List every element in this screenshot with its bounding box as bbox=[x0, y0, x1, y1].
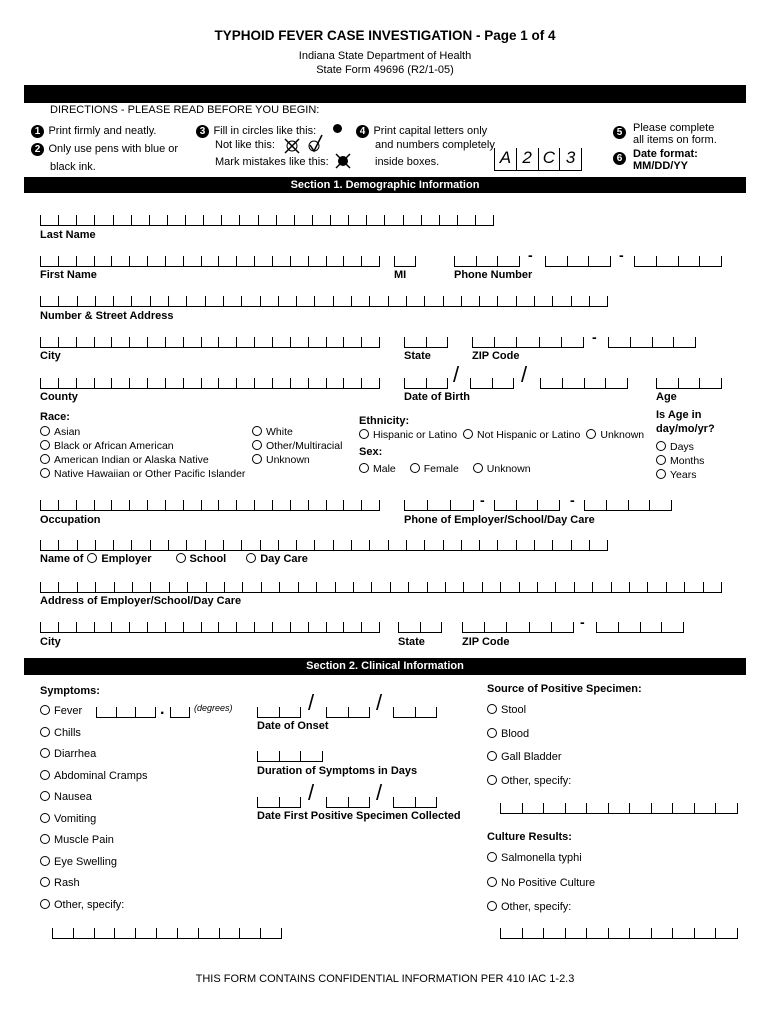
first-positive-month-input[interactable] bbox=[257, 797, 301, 808]
race-option-american-indian[interactable]: American Indian or Alaska Native bbox=[40, 453, 245, 467]
confidential-footer: THIS FORM CONTAINS CONFIDENTIAL INFORMATION PER 410 IAC 1-2.3 bbox=[195, 973, 575, 985]
ethnicity-option-hispanic[interactable]: Hispanic or Latino bbox=[359, 429, 457, 441]
direction-6 bbox=[613, 148, 626, 166]
source-gall-bladder[interactable]: Gall Bladder bbox=[487, 746, 571, 770]
duration-input[interactable] bbox=[257, 751, 323, 762]
first-name-label: First Name bbox=[40, 269, 97, 281]
employer-zip-dash: - bbox=[580, 614, 585, 630]
form-title: TYPHOID FEVER CASE INVESTIGATION - Page 1 of 4 bbox=[214, 28, 556, 43]
employer-phone-label: Phone of Employer/School/Day Care bbox=[404, 514, 595, 526]
employer-state-input[interactable] bbox=[398, 622, 442, 633]
radio-circle-icon bbox=[40, 748, 50, 758]
phone-prefix-input[interactable] bbox=[545, 256, 611, 267]
culture-other-input[interactable] bbox=[500, 928, 738, 939]
duration-label: Duration of Symptoms in Days bbox=[257, 765, 418, 777]
radio-circle-icon bbox=[586, 429, 596, 439]
direction-4-line3: inside boxes. bbox=[375, 156, 440, 168]
radio-circle-icon bbox=[359, 463, 369, 473]
radio-circle-icon bbox=[40, 426, 50, 436]
symptom-list bbox=[40, 701, 148, 916]
dob-slash: / bbox=[453, 362, 460, 387]
date-first-positive-label: Date First Positive Specimen Collected bbox=[257, 810, 461, 822]
race-label: Race: bbox=[40, 411, 70, 423]
age-unit-years[interactable]: Years bbox=[656, 468, 704, 482]
zip-dash: - bbox=[592, 329, 597, 345]
zip-ext-input[interactable] bbox=[608, 337, 696, 348]
phone-line-input[interactable] bbox=[634, 256, 722, 267]
radio-circle-icon bbox=[252, 440, 262, 450]
onset-slash: / bbox=[308, 690, 315, 715]
employer-zip-input[interactable] bbox=[462, 622, 574, 633]
middle-initial-input[interactable] bbox=[394, 256, 416, 267]
phone-dash: - bbox=[528, 247, 533, 263]
symptom-vomiting[interactable]: Vomiting bbox=[40, 809, 148, 831]
employer-address-label: Address of Employer/School/Day Care bbox=[40, 595, 242, 607]
source-options bbox=[487, 699, 571, 793]
radio-circle-icon bbox=[40, 899, 50, 909]
source-other[interactable]: Other, specify: bbox=[487, 770, 571, 794]
radio-circle-icon bbox=[656, 441, 666, 451]
street-address-input[interactable] bbox=[40, 296, 608, 307]
radio-circle-icon bbox=[252, 426, 262, 436]
radio-circle-icon bbox=[176, 553, 186, 563]
state-input[interactable] bbox=[404, 337, 448, 348]
sex-options bbox=[359, 463, 531, 475]
dob-day-input[interactable] bbox=[470, 378, 514, 389]
symptom-eye-swelling[interactable]: Eye Swelling bbox=[40, 852, 148, 874]
name-of-employer-option[interactable]: Employer bbox=[87, 553, 151, 565]
employer-zip-ext-input[interactable] bbox=[596, 622, 684, 633]
radio-circle-icon bbox=[40, 791, 50, 801]
employer-name-input[interactable] bbox=[40, 540, 608, 551]
fever-decimal-input[interactable] bbox=[170, 707, 190, 718]
number-3-icon: 3 bbox=[196, 125, 209, 138]
phone-area-input[interactable] bbox=[454, 256, 520, 267]
radio-circle-icon bbox=[487, 852, 497, 862]
ethnicity-options bbox=[359, 429, 644, 441]
county-input[interactable] bbox=[40, 378, 380, 389]
onset-slash-2: / bbox=[376, 690, 383, 715]
employer-phone-dash-2: - bbox=[570, 492, 575, 508]
employer-state-label: State bbox=[398, 636, 425, 648]
direction-6-text: Date format: MM/DD/YY bbox=[633, 148, 698, 172]
phone-dash-2: - bbox=[619, 247, 624, 263]
radio-circle-icon bbox=[463, 429, 473, 439]
sex-option-unknown[interactable]: Unknown bbox=[473, 463, 531, 475]
employer-address-input[interactable] bbox=[40, 582, 722, 593]
employer-city-label: City bbox=[40, 636, 61, 648]
direction-1: 1 Print firmly and neatly. bbox=[31, 121, 156, 139]
symptom-other[interactable]: Other, specify: bbox=[40, 895, 148, 917]
symptom-rash[interactable]: Rash bbox=[40, 873, 148, 895]
race-option-other[interactable]: Other/Multiracial bbox=[252, 439, 342, 453]
radio-circle-icon bbox=[656, 455, 666, 465]
symptom-diarrhea[interactable]: Diarrhea bbox=[40, 744, 148, 766]
occupation-input[interactable] bbox=[40, 500, 380, 511]
employer-phone-line-input[interactable] bbox=[584, 500, 672, 511]
radio-circle-icon bbox=[40, 440, 50, 450]
dob-slash-2: / bbox=[521, 362, 528, 387]
direction-5 bbox=[613, 122, 626, 140]
name-of-daycare-option[interactable]: Day Care bbox=[246, 553, 308, 565]
agency-name: Indiana State Department of Health bbox=[298, 50, 472, 62]
name-of-label: Name of bbox=[40, 553, 84, 565]
sex-option-male[interactable]: Male bbox=[359, 463, 396, 475]
first-positive-year-input[interactable] bbox=[393, 797, 437, 808]
onset-month-input[interactable] bbox=[257, 707, 301, 718]
age-input[interactable] bbox=[656, 378, 722, 389]
radio-circle-icon bbox=[40, 770, 50, 780]
radio-circle-icon bbox=[40, 834, 50, 844]
first-positive-day-input[interactable] bbox=[326, 797, 370, 808]
not-like-this-label: Not like this: bbox=[215, 139, 275, 151]
number-4-icon: 4 bbox=[356, 125, 369, 138]
age-unit-days[interactable]: Days bbox=[656, 440, 704, 454]
radio-circle-icon bbox=[410, 463, 420, 473]
county-label: County bbox=[40, 391, 78, 403]
street-address-label: Number & Street Address bbox=[40, 310, 174, 322]
race-option-native-hawaiian[interactable]: Native Hawaiian or Other Pacific Islander bbox=[40, 467, 245, 481]
age-unit-months[interactable]: Months bbox=[656, 454, 704, 468]
race-options-2 bbox=[252, 425, 342, 467]
last-name-label: Last Name bbox=[40, 229, 96, 241]
symptoms-label: Symptoms: bbox=[40, 685, 100, 697]
form-number: State Form 49696 (R2/1-05) bbox=[316, 64, 454, 76]
last-name-input[interactable] bbox=[40, 215, 494, 226]
state-label: State bbox=[404, 350, 431, 362]
number-6-icon: 6 bbox=[613, 152, 626, 165]
radio-circle-icon bbox=[487, 751, 497, 761]
ethnicity-option-not-hispanic[interactable]: Not Hispanic or Latino bbox=[463, 429, 580, 441]
symptom-fever[interactable]: Fever bbox=[40, 701, 148, 723]
age-label: Age bbox=[656, 391, 677, 403]
directions-heading: DIRECTIONS - PLEASE READ BEFORE YOU BEGIN: bbox=[50, 104, 320, 116]
fever-degrees-input[interactable] bbox=[96, 707, 156, 718]
radio-circle-icon bbox=[40, 813, 50, 823]
decimal-point: . bbox=[160, 701, 165, 718]
mark-mistakes-label: Mark mistakes like this: bbox=[215, 156, 329, 168]
age-unit-label: Is Age in day/mo/yr? bbox=[656, 409, 715, 435]
radio-circle-icon bbox=[487, 877, 497, 887]
radio-circle-icon bbox=[487, 901, 497, 911]
direction-4-line2: and numbers completely bbox=[375, 139, 495, 151]
race-option-unknown[interactable]: Unknown bbox=[252, 453, 342, 467]
employer-city-input[interactable] bbox=[40, 622, 380, 633]
radio-circle-icon bbox=[40, 705, 50, 715]
city-input[interactable] bbox=[40, 337, 380, 348]
dob-label: Date of Birth bbox=[404, 391, 470, 403]
culture-label: Culture Results: bbox=[487, 831, 572, 843]
source-label: Source of Positive Specimen: bbox=[487, 683, 642, 695]
radio-circle-icon bbox=[487, 704, 497, 714]
first-positive-slash: / bbox=[308, 780, 315, 805]
employer-phone-area-input[interactable] bbox=[404, 500, 474, 511]
ethnicity-label: Ethnicity: bbox=[359, 415, 410, 427]
radio-circle-icon bbox=[487, 728, 497, 738]
direction-5-text: Please complete all items on form. bbox=[633, 122, 717, 146]
race-option-black[interactable]: Black or African American bbox=[40, 439, 245, 453]
phone-label: Phone Number bbox=[454, 269, 533, 281]
symptom-muscle-pain[interactable]: Muscle Pain bbox=[40, 830, 148, 852]
section-1-header: Section 1. Demographic Information bbox=[24, 177, 746, 193]
number-2-icon: 2 bbox=[31, 143, 44, 156]
radio-circle-icon bbox=[487, 775, 497, 785]
source-blood[interactable]: Blood bbox=[487, 723, 571, 747]
onset-year-input[interactable] bbox=[393, 707, 437, 718]
occupation-label: Occupation bbox=[40, 514, 101, 526]
race-option-white[interactable]: White bbox=[252, 425, 342, 439]
radio-circle-icon bbox=[40, 727, 50, 737]
radio-circle-icon bbox=[252, 454, 262, 464]
dob-month-input[interactable] bbox=[404, 378, 448, 389]
date-onset-label: Date of Onset bbox=[257, 720, 329, 732]
radio-circle-icon bbox=[87, 553, 97, 563]
wrong-marks-example-icon bbox=[284, 133, 324, 155]
radio-circle-icon bbox=[656, 469, 666, 479]
symptom-nausea[interactable]: Nausea bbox=[40, 787, 148, 809]
first-name-input[interactable] bbox=[40, 256, 380, 267]
city-label: City bbox=[40, 350, 61, 362]
race-options bbox=[40, 425, 245, 481]
sex-label: Sex: bbox=[359, 446, 383, 458]
direction-3: 3 Fill in circles like this: bbox=[196, 121, 316, 139]
employer-phone-prefix-input[interactable] bbox=[494, 500, 560, 511]
degrees-label: (degrees) bbox=[194, 703, 233, 713]
direction-2: 2 Only use pens with blue or black ink. bbox=[31, 139, 178, 175]
filled-circle-example-icon bbox=[333, 124, 342, 133]
radio-circle-icon bbox=[40, 468, 50, 478]
name-of-school-option[interactable]: School bbox=[176, 553, 227, 565]
radio-circle-icon bbox=[40, 877, 50, 887]
source-stool[interactable]: Stool bbox=[487, 699, 571, 723]
dob-year-input[interactable] bbox=[540, 378, 628, 389]
culture-other[interactable]: Other, specify: bbox=[487, 895, 595, 920]
mistake-mark-example-icon bbox=[334, 152, 352, 170]
onset-day-input[interactable] bbox=[326, 707, 370, 718]
radio-circle-icon bbox=[359, 429, 369, 439]
age-unit-options bbox=[656, 440, 704, 482]
employer-zip-label: ZIP Code bbox=[462, 636, 510, 648]
number-5-icon: 5 bbox=[613, 126, 626, 139]
zip-label: ZIP Code bbox=[472, 350, 520, 362]
sex-option-female[interactable]: Female bbox=[410, 463, 459, 475]
culture-salmonella[interactable]: Salmonella typhi bbox=[487, 846, 595, 871]
culture-options bbox=[487, 846, 595, 920]
direction-4: 4 Print capital letters only bbox=[356, 121, 487, 139]
symptom-other-input[interactable] bbox=[52, 928, 282, 939]
radio-circle-icon bbox=[473, 463, 483, 473]
section-2-header: Section 2. Clinical Information bbox=[24, 658, 746, 675]
mi-label: MI bbox=[394, 269, 407, 281]
race-option-asian[interactable]: Asian bbox=[40, 425, 245, 439]
number-1-icon: 1 bbox=[31, 125, 44, 138]
radio-circle-icon bbox=[40, 454, 50, 464]
employer-phone-dash: - bbox=[480, 492, 485, 508]
header-divider-bar bbox=[24, 85, 746, 103]
ethnicity-option-unknown[interactable]: Unknown bbox=[586, 429, 644, 441]
example-boxes: A 2 C 3 bbox=[494, 148, 582, 171]
symptom-abdominal-cramps[interactable]: Abdominal Cramps bbox=[40, 766, 148, 788]
name-of-row bbox=[40, 553, 308, 565]
culture-no-positive[interactable]: No Positive Culture bbox=[487, 871, 595, 896]
first-positive-slash-2: / bbox=[376, 780, 383, 805]
radio-circle-icon bbox=[40, 856, 50, 866]
radio-circle-icon bbox=[246, 553, 256, 563]
symptom-chills[interactable]: Chills bbox=[40, 723, 148, 745]
source-other-input[interactable] bbox=[500, 803, 738, 814]
zip-input[interactable] bbox=[472, 337, 584, 348]
